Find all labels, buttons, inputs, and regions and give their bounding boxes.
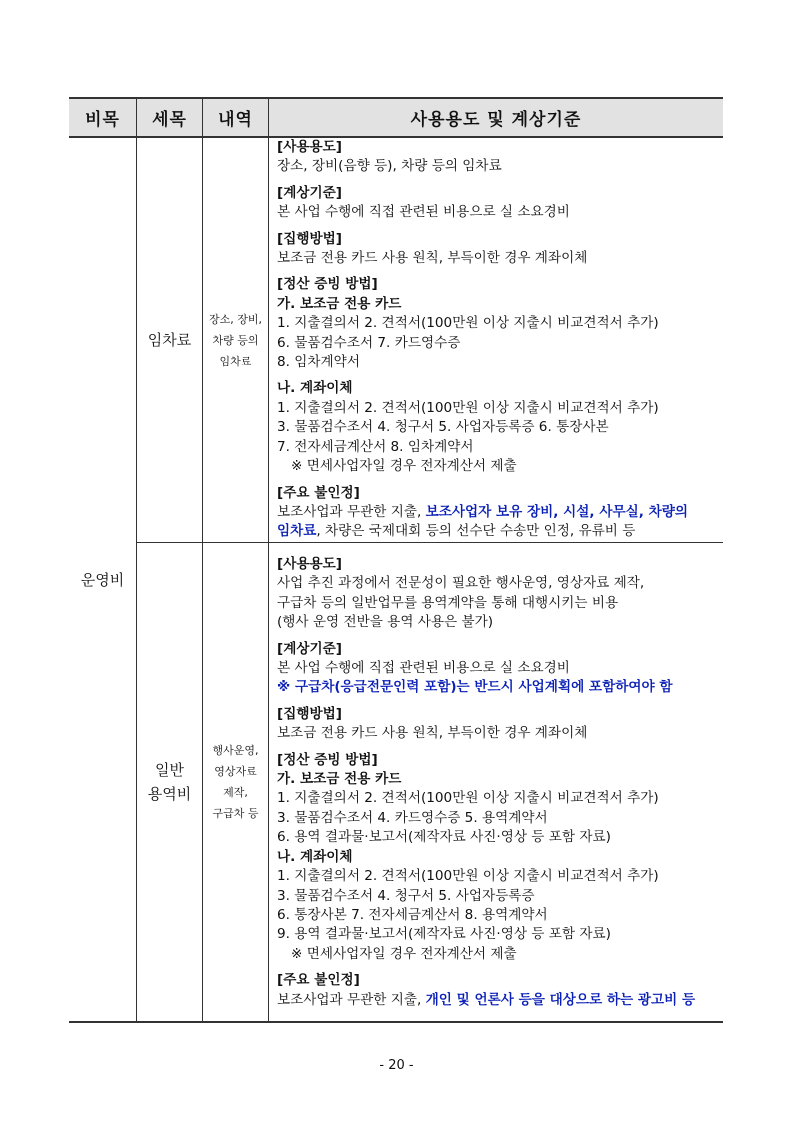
table-bottom-border <box>69 1021 723 1023</box>
usage-content-rent <box>277 138 719 542</box>
transfer-title: 나. 계좌이체 <box>277 848 353 865</box>
card-title: 가. 보조금 전용 카드 <box>277 771 402 788</box>
basis-text: 본 사업 수행에 직접 관련된 비용으로 실 소요경비 <box>277 204 570 221</box>
transfer-note: ※ 면세사업자일 경우 전자계산서 제출 <box>291 458 517 475</box>
usage-title: [사용용도] <box>277 139 342 155</box>
reject-title: [주요 불인정] <box>277 972 360 989</box>
exec-text: 보조금 전용 카드 사용 원칙, 부득이한 경우 계좌이체 <box>277 725 588 742</box>
transfer-line: 1. 지출결의서 2. 견적서(100만원 이상 지출시 비교견적서 추가) <box>277 868 659 885</box>
usage-content-service <box>277 555 719 1010</box>
detail-rent: 장소, 장비, 차량 등의 임차료 <box>209 312 262 368</box>
table-top-border <box>69 97 723 99</box>
col-divider-3 <box>268 97 269 1022</box>
reject-line-1: 보조사업과 무관한 지출, 보조사업자 보유 장비, 시설, 사무실, 차량의 <box>277 503 688 520</box>
card-line: 6. 물품검수조서 7. 카드영수증 <box>277 334 461 351</box>
proof-title: [정산 증빙 방법] <box>277 751 378 768</box>
basis-text: 본 사업 수행에 직접 관련된 비용으로 실 소요경비 <box>277 660 570 677</box>
header-cell-detail: 내역 <box>203 99 268 136</box>
usage-text: 사업 추진 과정에서 전문성이 필요한 행사운영, 영상자료 제작, <box>277 575 645 592</box>
page-number: - 20 - <box>379 1058 414 1073</box>
card-line: 6. 용역 결과물·보고서(제작자료 사진·영상 등 포함 자료) <box>277 829 611 846</box>
header-cell-budget-item: 비목 <box>69 99 136 136</box>
card-line: 1. 지출결의서 2. 견적서(100만원 이상 지출시 비교견적서 추가) <box>277 790 659 807</box>
exec-title: [집행방법] <box>277 230 342 247</box>
header-cell-sub-item: 세목 <box>137 99 202 136</box>
sub-item-service: 일반 용역비 <box>147 761 192 803</box>
transfer-line: 3. 물품검수조서 4. 청구서 5. 사업자등록증 6. 통장사본 <box>277 419 609 436</box>
exec-text: 보조금 전용 카드 사용 원칙, 부득이한 경우 계좌이체 <box>277 250 588 267</box>
reject-line-1: 보조사업과 무관한 지출, 개인 및 언론사 등을 대상으로 하는 광고비 등 <box>277 991 696 1008</box>
basis-title: [계상기준] <box>277 184 342 201</box>
card-line: 1. 지출결의서 2. 견적서(100만원 이상 지출시 비교견적서 추가) <box>277 315 659 332</box>
reject-line-2: 임차료, 차량은 국제대회 등의 선수단 수송만 인정, 유류비 등 <box>277 523 636 540</box>
card-title: 가. 보조금 전용 카드 <box>277 295 402 312</box>
proof-title: [정산 증빙 방법] <box>277 276 378 293</box>
transfer-line: 9. 용역 결과물·보고서(제작자료 사진·영상 등 포함 자료) <box>277 926 611 943</box>
basis-note: ※ 구급차(응급전문인력 포함)는 반드시 사업계획에 포함하여야 함 <box>277 679 673 696</box>
sub-item-rent: 임차료 <box>147 331 192 349</box>
usage-text: 구급차 등의 일반업무를 용역계약을 통해 대행시키는 비용 <box>277 594 619 611</box>
transfer-line: 3. 물품검수조서 4. 청구서 5. 사업자등록증 <box>277 887 535 904</box>
usage-text: 장소, 장비(음향 등), 차량 등의 임차료 <box>277 158 502 175</box>
exec-title: [집행방법] <box>277 705 342 722</box>
budget-item-cell: 운영비 <box>80 571 125 589</box>
reject-title: [주요 불인정] <box>277 484 360 501</box>
usage-text: (행사 운영 전반을 용역 사용은 불가) <box>277 614 494 631</box>
basis-title: [계상기준] <box>277 640 342 657</box>
header-cell-usage: 사용용도 및 계상기준 <box>269 99 723 136</box>
transfer-line: 7. 전자세금계산서 8. 임차계약서 <box>277 438 474 455</box>
card-line: 3. 물품검수조서 4. 카드영수증 5. 용역계약서 <box>277 809 548 826</box>
detail-service: 행사운영, 영상자료 제작, 구급차 등 <box>212 744 259 820</box>
usage-title: [사용용도] <box>277 556 342 572</box>
card-line: 8. 임차계약서 <box>277 354 360 371</box>
transfer-title: 나. 계좌이체 <box>277 380 353 397</box>
transfer-note: ※ 면세사업자일 경우 전자계산서 제출 <box>291 945 517 962</box>
transfer-line: 6. 통장사본 7. 전자세금계산서 8. 용역계약서 <box>277 906 548 923</box>
transfer-line: 1. 지출결의서 2. 견적서(100만원 이상 지출시 비교견적서 추가) <box>277 399 659 416</box>
